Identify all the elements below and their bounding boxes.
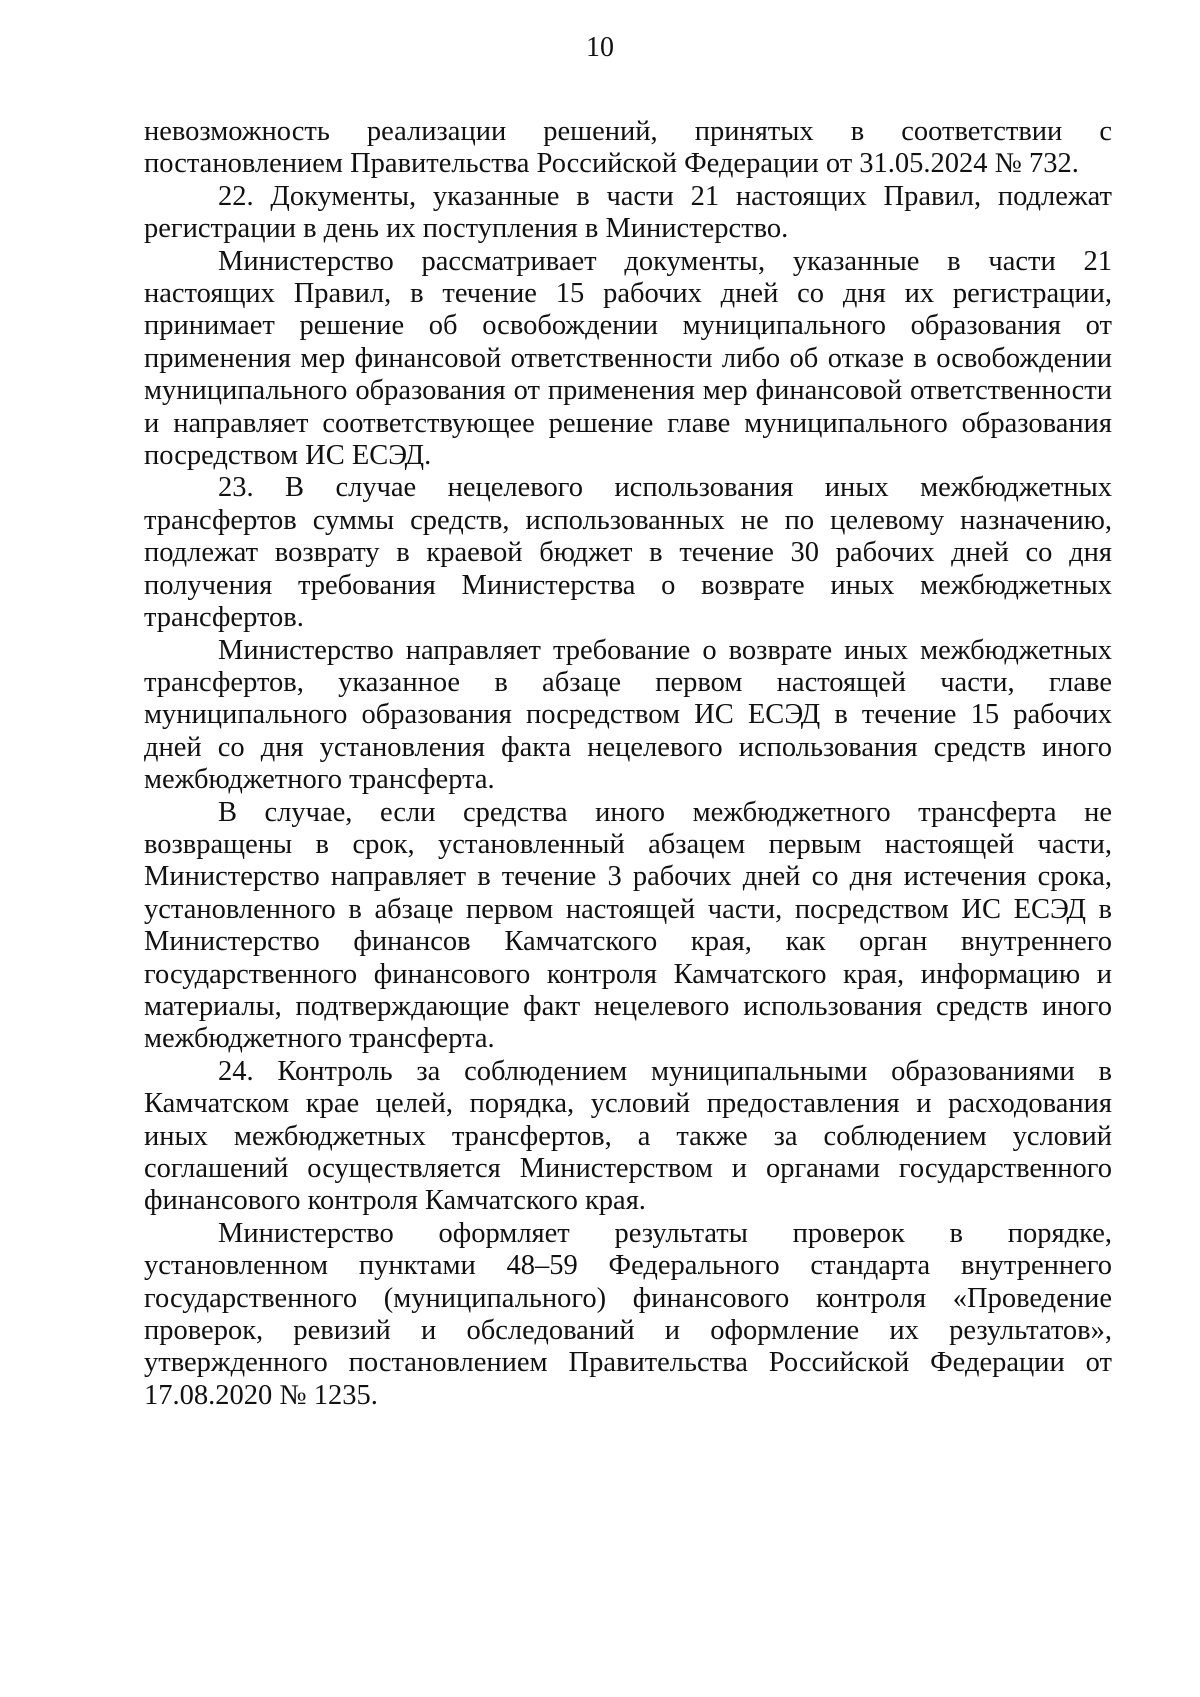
document-body — [144, 116, 1112, 1412]
paragraph-continuation: невозможность реализации решений, принятых в соответствии с постановлением Правительства Российской Федерации от 31.05.2024 № 732. — [144, 116, 1112, 180]
page-number: 10 — [586, 32, 614, 63]
paragraph-audit-results: Министерство оформляет результаты проверок в порядке, установленном пунктами 48–59 Федерального стандарта внутреннего государственного (муниципального) финансового контроля «Проведение проверок, ревизий и обследований и оформление их результатов», утвержденного постановлением Правительства Российской Федерации от 17.08.2020 № 1235. — [144, 1217, 1112, 1411]
paragraph-item-24: 24. Контроль за соблюдением муниципальными образованиями в Камчатском крае целей, порядка, условий предоставления и расходования иных межбюджетных трансфертов, а также за соблюдением условий соглашений осуществляется Министерством и органами государственного финансового контроля Камчатского края. — [144, 1055, 1112, 1217]
paragraph-return-demand: Министерство направляет требование о возврате иных межбюджетных трансфертов, указанное в абзаце первом настоящей части, главе муниципального образования посредством ИС ЕСЭД в течение 15 рабочих дней со дня установления факта нецелевого использования средств иного межбюджетного трансферта. — [144, 634, 1112, 796]
paragraph-item-22: 22. Документы, указанные в части 21 настоящих Правил, подлежат регистрации в день их поступления в Министерство. — [144, 180, 1112, 245]
paragraph-item-23: 23. В случае нецелевого использования иных межбюджетных трансфертов суммы средств, использованных не по целевому назначению, подлежат возврату в краевой бюджет в течение 30 рабочих дней со дня получения требования Министерства о возврате иных межбюджетных трансфертов. — [144, 472, 1112, 634]
paragraph-unreturned-funds: В случае, если средства иного межбюджетного трансферта не возвращены в срок, установленный абзацем первым настоящей части, Министерство направляет в течение 3 рабочих дней со дня истечения срока, установленного в абзаце первом настоящей части, посредством ИС ЕСЭД в Министерство финансов Камчатского края, как орган внутреннего государственного финансового контроля Камчатского края, информацию и материалы, подтверждающие факт нецелевого использования средств иного межбюджетного трансферта. — [144, 796, 1112, 1055]
paragraph-ministry-review: Министерство рассматривает документы, указанные в части 21 настоящих Правил, в течение 15 рабочих дней со дня их регистрации, принимает решение об освобождении муниципального образования от применения мер финансовой ответственности либо об отказе в освобождении муниципального образования от применения мер финансовой ответственности и направляет соответствующее решение главе муниципального образования посредством ИС ЕСЭД. — [144, 245, 1112, 472]
